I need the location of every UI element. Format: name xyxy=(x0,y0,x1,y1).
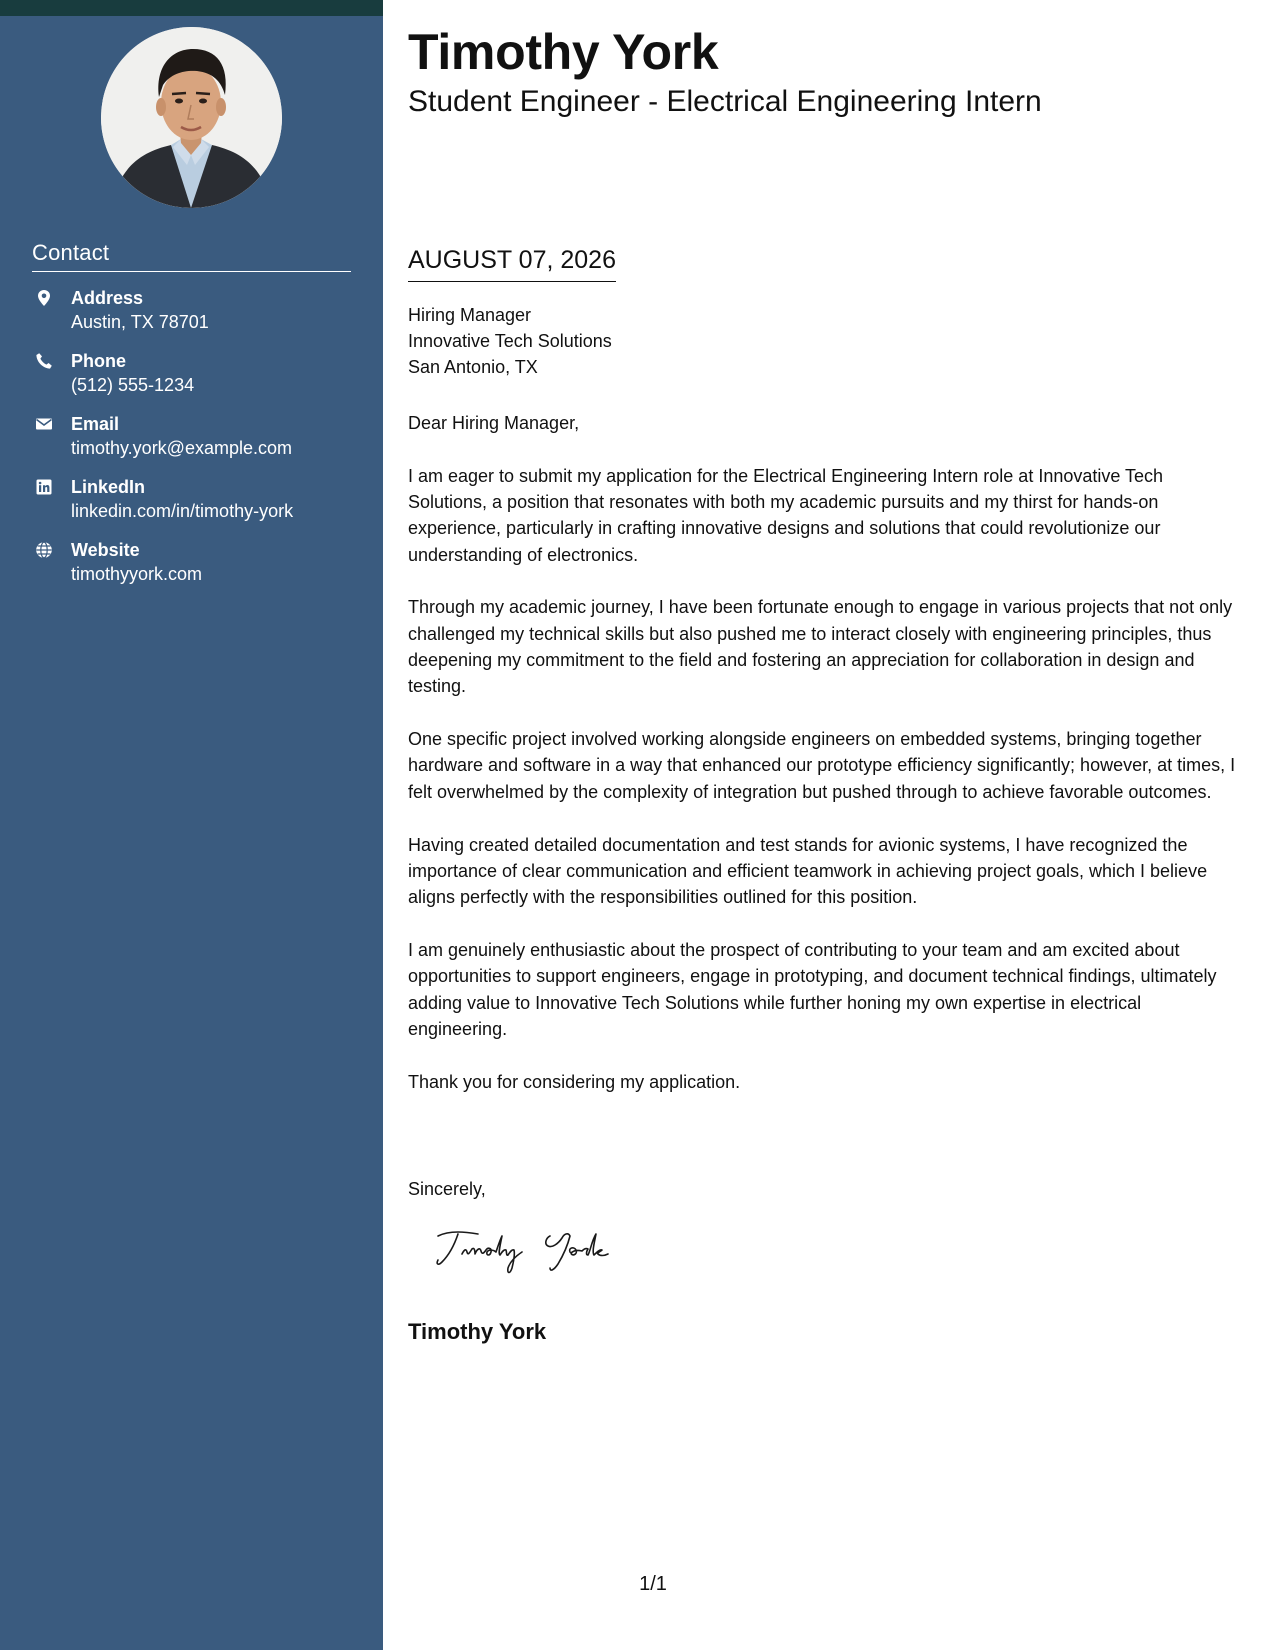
contact-value-address: Austin, TX 78701 xyxy=(71,312,209,332)
page-number: 1/1 xyxy=(639,1573,667,1595)
contact-label: LinkedIn xyxy=(71,477,146,497)
envelope-icon xyxy=(35,415,53,433)
contact-item-linkedin xyxy=(32,475,372,538)
body-paragraph: Thank you for considering my application. xyxy=(408,1071,741,1092)
contact-value-website[interactable]: timothyyork.com xyxy=(71,564,203,584)
body-paragraph: Having created detailed documentation and test stands for avionic systems, I have recognized the importance of clear communication and efficient teamwork in achieving project goals, which I believe aligns perfectly with the responsibilities outlined for this position. xyxy=(408,834,1208,908)
recipient-line: Hiring Manager xyxy=(408,305,532,325)
signed-name: Timothy York xyxy=(408,1319,547,1344)
contact-item-email xyxy=(32,412,372,475)
applicant-name: Timothy York xyxy=(408,24,719,80)
contact-value-email[interactable]: timothy.york@example.com xyxy=(71,438,293,458)
handwritten-signature xyxy=(432,1222,662,1282)
map-pin-icon xyxy=(35,289,53,307)
profile-photo-illustration xyxy=(101,27,282,208)
contact-item-address xyxy=(32,286,372,349)
contact-value-linkedin[interactable]: linkedin.com/in/timothy-york xyxy=(71,501,294,521)
recipient-block xyxy=(408,302,612,380)
body-paragraph: Through my academic journey, I have been fortunate enough to engage in various projects that not only challenged my technical skills but also pushed me to interact closely with engineering principles, thus deepening my commitment to the field and fostering an appreciation for collaboration in design and testing. xyxy=(408,597,1233,697)
salutation: Dear Hiring Manager, xyxy=(408,413,580,433)
sidebar xyxy=(0,0,383,1650)
contact-label: Address xyxy=(71,288,144,308)
body-paragraph: One specific project involved working alongside engineers on embedded systems, bringing together hardware and software in a way that enhanced our prototype efficiency significantly; however, at times, I felt overwhelmed by the complexity of integration but pushed through to achieve favorable outcomes. xyxy=(408,729,1236,802)
recipient-line: San Antonio, TX xyxy=(408,357,538,377)
globe-icon xyxy=(35,541,53,559)
contact-divider xyxy=(32,271,351,272)
body-paragraph: I am eager to submit my application for the Electrical Engineering Intern role at Innovative Tech Solutions, a position that resonates with both my academic pursuits and my thirst for hands-on experience, particularly in crafting innovative designs and solutions that could revolutionize our understanding of electronics. xyxy=(408,465,1164,565)
contact-list xyxy=(32,286,372,601)
body-paragraph: I am genuinely enthusiastic about the prospect of contributing to your team and am excited about opportunities to support engineers, engage in prototyping, and document technical findings, ultimately adding value to Innovative Tech Solutions while further honing my own expertise in electrical engineering. xyxy=(408,939,1217,1039)
contact-label: Phone xyxy=(71,351,127,371)
sidebar-top-bar xyxy=(0,0,383,16)
applicant-job-title: Student Engineer - Electrical Engineering Intern xyxy=(408,85,1042,118)
contact-section-title: Contact xyxy=(32,240,110,265)
contact-label: Email xyxy=(71,414,120,434)
letter-date: AUGUST 07, 2026 xyxy=(408,244,616,282)
closing: Sincerely, xyxy=(408,1179,486,1199)
avatar xyxy=(101,27,282,208)
letter-body xyxy=(408,410,1243,1121)
contact-item-phone xyxy=(32,349,372,412)
letter-main xyxy=(408,0,1248,1650)
phone-icon xyxy=(35,352,53,370)
contact-label: Website xyxy=(71,540,140,560)
linkedin-icon xyxy=(35,478,53,496)
recipient-line: Innovative Tech Solutions xyxy=(408,331,612,351)
contact-value-phone[interactable]: (512) 555-1234 xyxy=(71,375,195,395)
contact-item-website xyxy=(32,538,372,601)
